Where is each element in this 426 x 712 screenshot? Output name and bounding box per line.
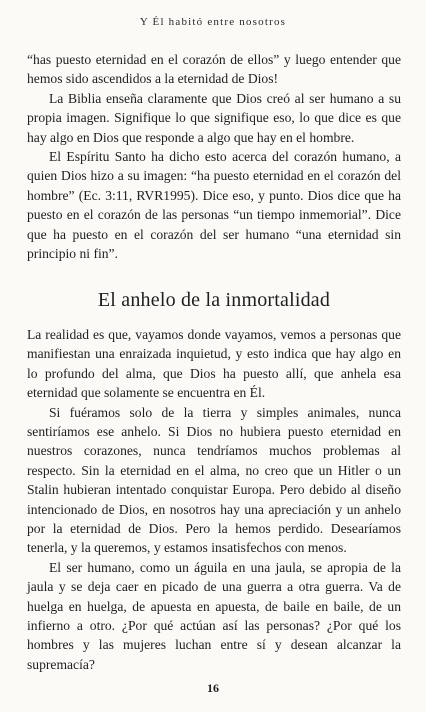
page-number: 16 (207, 681, 219, 695)
body-text (27, 50, 401, 674)
section-heading: El anhelo de la inmortalidad (97, 289, 331, 312)
paragraph: Si fuéramos solo de la tierra y simples animales, nunca sentiríamos ese anhelo. Si Dios no hubiera puesto eternidad en nuestros corazones, nunca tendríamos muchos problemas al respecto. Sin la eternidad en el alma, no creo que un Hitler o un Stalin hubieran intentado conquistar Europa. Pero debido al diseño intencionado de Dios, en nosotros hay una apreciación y un anhelo por la eternidad de Dios. Pero la hemos perdido. Desearíamos tenerla, y la queremos, y estamos insatisfechos con menos. (27, 404, 401, 556)
paragraph: El ser humano, como un águila en una jaula, se apropia de la jaula y se deja caer en picado de una guerra a otra guerra. Va de huelga en huelga, de apuesta en apuesta, de baile en baile, de un infierno a otro. ¿Por qué actúan así las personas? ¿Por qué los hombres y las mujeres luchan entre sí y desean alcanzar la supremacía? (27, 559, 401, 672)
running-head: Y Él habitó entre nosotros (139, 16, 287, 28)
paragraph: La Biblia enseña claramente que Dios creó al ser humano a su propia imagen. Signifique lo que signifique eso, lo que dice es que hay algo en Dios que responde a algo que hay en el hombre. (27, 90, 401, 145)
paragraph: El Espíritu Santo ha dicho esto acerca del corazón humano, a quien Dios hizo a su imagen: “ha puesto eternidad en el corazón del hombre” (Ec. 3:11, RVR1995). Dice eso, y punto. Dios dice que ha puesto en el corazón de las personas “un tiempo inmemorial”. Dice que ha puesto en el corazón del ser humano “una eternidad sin principio ni fin”. (27, 149, 401, 262)
paragraph-continued: “has puesto eternidad en el corazón de ellos” y luego entender que hemos sido ascendidos a la eternidad de Dios! (27, 52, 401, 87)
paragraph: La realidad es que, vayamos donde vayamos, vemos a personas que manifiestan una enraizada inquietud, y esto indica que hay algo en lo profundo del alma, que Dios ha puesto allí, que anhela esa eternidad que solamente se encuentra en Él. (27, 326, 401, 401)
